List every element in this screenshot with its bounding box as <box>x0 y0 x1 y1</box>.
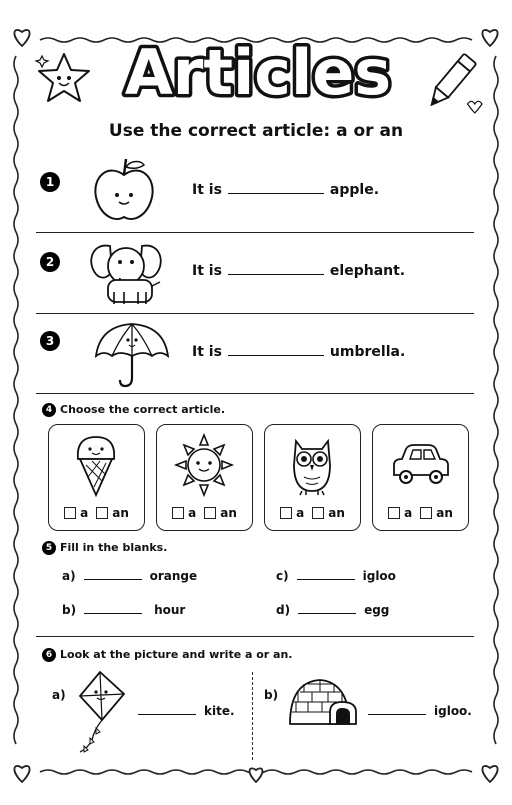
option-an-label: an <box>220 506 237 520</box>
card-4-options <box>373 506 468 520</box>
question-3-sentence <box>192 343 405 360</box>
section-4-number: 4 <box>42 403 56 417</box>
card-ice-cream <box>48 424 145 531</box>
owl-icon <box>282 431 342 499</box>
fill-item-word: igloo <box>362 569 396 583</box>
option-a[interactable] <box>280 506 304 520</box>
section-6-title <box>42 648 293 662</box>
subtitle: Use the correct article: a or an <box>108 121 404 141</box>
question-1-blank[interactable] <box>228 181 324 194</box>
card-owl <box>264 424 361 531</box>
fill-item-letter: d) <box>276 603 291 617</box>
fill-item-a <box>62 569 197 583</box>
option-an[interactable] <box>204 506 237 520</box>
picture-item-a <box>138 704 235 718</box>
question-2-prefix: It is <box>192 263 222 279</box>
question-1-sentence <box>192 181 379 198</box>
fill-item-b <box>62 603 185 617</box>
picture-blank[interactable] <box>368 704 426 715</box>
divider <box>36 636 474 637</box>
fill-item-c <box>276 569 396 583</box>
checkbox[interactable] <box>96 507 108 519</box>
apple-icon <box>88 155 160 227</box>
question-2-blank[interactable] <box>228 262 324 275</box>
question-2-number: 2 <box>40 252 60 272</box>
option-an-label: an <box>112 506 129 520</box>
checkbox[interactable] <box>280 507 292 519</box>
divider <box>36 232 474 233</box>
option-an-label: an <box>436 506 453 520</box>
question-3-word: umbrella. <box>329 344 406 360</box>
fill-item-letter: a) <box>62 569 76 583</box>
checkbox[interactable] <box>172 507 184 519</box>
card-car <box>372 424 469 531</box>
page-title <box>98 30 418 110</box>
picture-item-word: kite. <box>204 704 235 718</box>
fill-blank[interactable] <box>297 569 355 580</box>
elephant-icon <box>84 236 172 308</box>
fill-blank[interactable] <box>298 603 356 614</box>
sun-icon <box>174 431 234 499</box>
section-5-title-text: Fill in the blanks. <box>60 541 168 554</box>
fill-blank[interactable] <box>84 603 142 614</box>
option-a-label: a <box>80 506 89 520</box>
picture-item-a-letter: a) <box>52 688 66 702</box>
pencil-icon <box>410 50 490 122</box>
igloo-icon <box>284 672 360 732</box>
question-3-prefix: It is <box>192 344 222 360</box>
picture-item-b <box>368 704 472 718</box>
question-1-number: 1 <box>40 172 60 192</box>
question-1-prefix: It is <box>192 182 222 198</box>
question-3-number: 3 <box>40 331 60 351</box>
section-6-title-text: Look at the picture and write a or an. <box>60 648 293 661</box>
section-5-title <box>42 541 167 555</box>
option-a[interactable] <box>64 506 88 520</box>
section-5-number: 5 <box>42 541 56 555</box>
section-4-title-text: Choose the correct article. <box>60 403 226 416</box>
fill-item-word: egg <box>364 603 390 617</box>
divider <box>36 393 474 394</box>
fill-item-word: orange <box>149 569 198 583</box>
question-1-word: apple. <box>329 182 380 198</box>
fill-blank[interactable] <box>84 569 142 580</box>
star-mascot-icon <box>34 50 94 108</box>
question-3-blank[interactable] <box>228 343 324 356</box>
checkbox[interactable] <box>64 507 76 519</box>
option-an[interactable] <box>312 506 345 520</box>
umbrella-icon <box>90 318 174 390</box>
fill-item-word: hour <box>154 603 186 617</box>
option-a-label: a <box>188 506 197 520</box>
card-1-options <box>49 506 144 520</box>
option-an-label: an <box>328 506 345 520</box>
kite-icon <box>70 668 134 756</box>
option-a[interactable] <box>172 506 196 520</box>
picture-item-b-letter: b) <box>264 688 279 702</box>
checkbox[interactable] <box>388 507 400 519</box>
option-a[interactable] <box>388 506 412 520</box>
option-an[interactable] <box>420 506 453 520</box>
checkbox[interactable] <box>204 507 216 519</box>
option-an[interactable] <box>96 506 129 520</box>
fill-item-letter: b) <box>62 603 77 617</box>
option-a-label: a <box>296 506 305 520</box>
checkbox[interactable] <box>420 507 432 519</box>
fill-item-letter: c) <box>276 569 289 583</box>
option-a-label: a <box>404 506 413 520</box>
divider <box>36 313 474 314</box>
ice-cream-icon <box>66 431 126 499</box>
car-icon <box>388 431 452 499</box>
picture-item-word: igloo. <box>434 704 472 718</box>
card-3-options <box>265 506 360 520</box>
section-4-title <box>42 403 225 417</box>
card-2-options <box>157 506 252 520</box>
checkbox[interactable] <box>312 507 324 519</box>
svg-text:Articles: Articles <box>124 36 392 109</box>
question-2-sentence <box>192 262 405 279</box>
picture-blank[interactable] <box>138 704 196 715</box>
vertical-divider <box>252 672 253 760</box>
fill-item-d <box>276 603 389 617</box>
card-sun <box>156 424 253 531</box>
section-6-number: 6 <box>42 648 56 662</box>
question-2-word: elephant. <box>329 263 406 279</box>
